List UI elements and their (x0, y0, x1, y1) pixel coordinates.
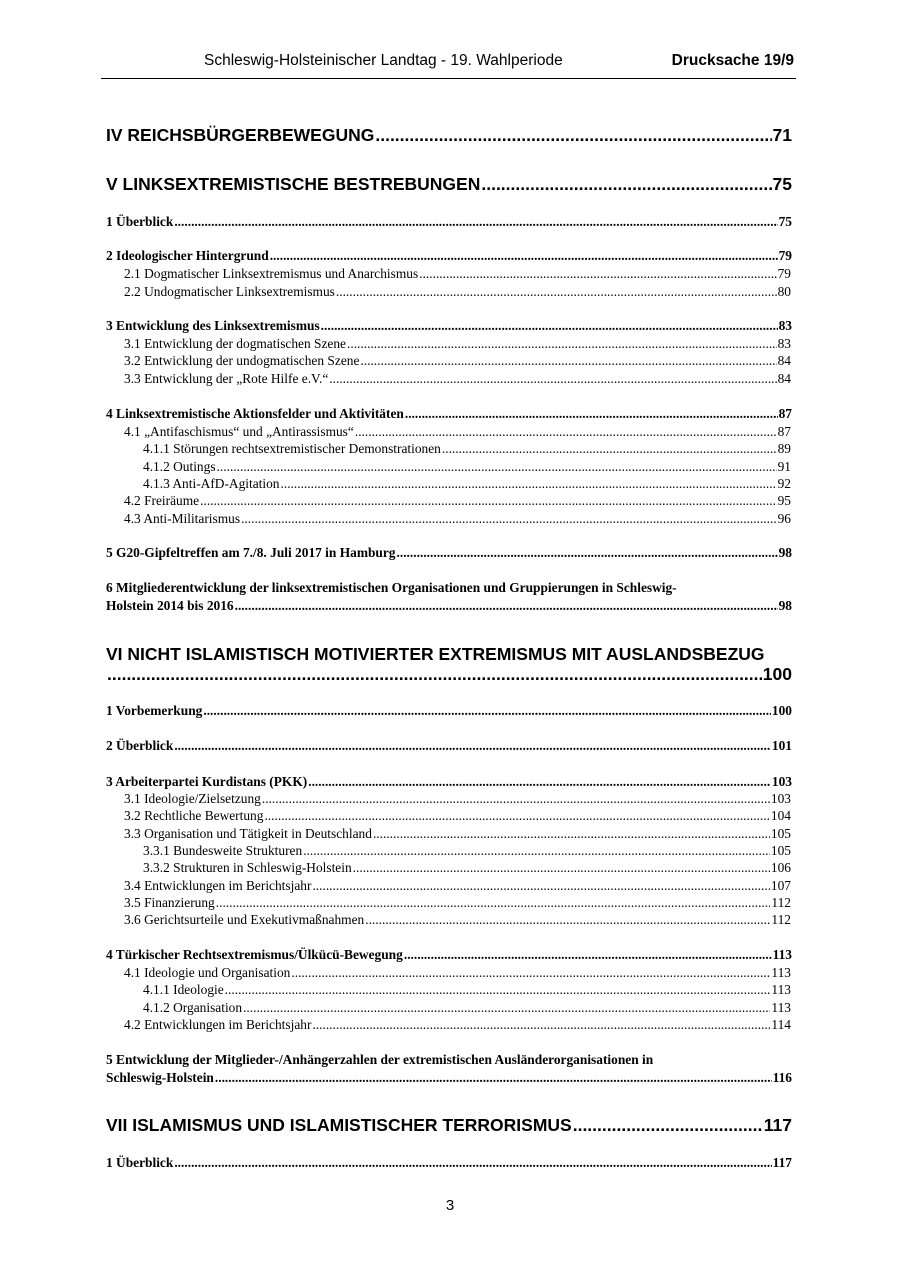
toc-leader-dots (107, 664, 762, 685)
toc-leader-dots (481, 174, 771, 195)
toc-entry-page: 113 (771, 982, 791, 997)
page-header (101, 50, 796, 79)
toc-entry[interactable] (143, 441, 791, 457)
toc-entry-page: 84 (777, 371, 791, 386)
toc-entry-label: 3.3.1 Bundesweite Strukturen (143, 843, 303, 858)
toc-entry[interactable] (143, 476, 791, 492)
toc-leader-dots (174, 214, 777, 230)
toc-entry-label: 4.2 Entwicklungen im Berichtsjahr (124, 1017, 312, 1032)
toc-entry[interactable] (124, 895, 791, 911)
toc-entry-page: 89 (777, 441, 791, 456)
toc-entry-label: 1 Vorbemerkung (106, 703, 203, 718)
toc-leader-dots (573, 1115, 763, 1136)
toc-entry[interactable] (124, 912, 791, 928)
toc-entry-page: 117 (772, 1155, 792, 1170)
toc-entry[interactable] (106, 125, 792, 146)
toc-entry-page: 105 (770, 843, 791, 858)
toc-entry-page: 91 (777, 459, 791, 474)
toc-entry-page: 79 (778, 248, 792, 263)
toc-entry-label: 4.1 Ideologie und Organisation (124, 965, 291, 980)
toc-entry[interactable] (124, 493, 791, 509)
toc-entry-first-line: 6 Mitgliederentwicklung der linksextremistischen Organisationen und Gruppierungen in Schleswig- (106, 580, 677, 595)
toc-entry[interactable] (106, 214, 792, 230)
toc-leader-dots (442, 441, 777, 457)
toc-entry[interactable] (124, 284, 791, 300)
toc-leader-dots (373, 826, 770, 842)
toc-entry[interactable] (124, 424, 791, 440)
toc-leader-dots (203, 703, 771, 719)
toc-leader-dots (281, 476, 777, 492)
toc-entry-label: Schleswig-Holstein (106, 1070, 214, 1085)
toc-entry-page: 113 (772, 947, 792, 962)
toc-entry-page: 79 (777, 266, 791, 281)
toc-entry-label: 3.1 Entwicklung der dogmatischen Szene (124, 336, 347, 351)
toc-entry[interactable] (124, 965, 791, 981)
toc-entry-page: 75 (772, 174, 792, 194)
toc-entry-label: IV REICHSBÜRGERBEWEGUNG (106, 125, 375, 145)
toc-leader-dots (360, 353, 776, 369)
toc-entry-page: 95 (777, 493, 791, 508)
toc-entry-page: 92 (777, 476, 791, 491)
toc-entry-label: 4.1.1 Störungen rechtsextremistischer Demonstrationen (143, 441, 441, 456)
toc-leader-dots (355, 424, 777, 440)
toc-entry[interactable] (106, 174, 792, 195)
toc-entry-page: 105 (770, 826, 791, 841)
toc-entry-page: 75 (778, 214, 792, 229)
toc-entry[interactable] (106, 406, 792, 422)
toc-entry-page: 114 (771, 1017, 791, 1032)
toc-entry[interactable] (106, 1070, 792, 1086)
toc-leader-dots (347, 336, 777, 352)
toc-entry-page: 96 (777, 511, 791, 526)
toc-entry-page: 80 (777, 284, 791, 299)
toc-entry[interactable] (124, 336, 791, 352)
toc-entry-label: 2 Ideologischer Hintergrund (106, 248, 269, 263)
toc-entry-page: 98 (778, 545, 792, 560)
toc-entry-label: 3.1 Ideologie/Zielsetzung (124, 791, 261, 806)
toc-entry-label: 1 Überblick (106, 1155, 174, 1170)
toc-entry[interactable] (124, 266, 791, 282)
toc-leader-dots (329, 371, 776, 387)
toc-entry-label: 4.1 „Antifaschismus“ und „Antirassismus“ (124, 424, 354, 439)
toc-entry-page: 113 (771, 965, 791, 980)
toc-entry-page: 112 (771, 912, 791, 927)
toc-entry-page: 104 (770, 808, 791, 823)
toc-entry-page: 112 (771, 895, 791, 910)
toc-entry-label: 4.3 Anti-Militarismus (124, 511, 241, 526)
toc-entry[interactable] (124, 371, 791, 387)
toc-leader-dots (262, 791, 770, 807)
toc-entry-label: 4.2 Freiräume (124, 493, 200, 508)
toc-entry-page: 117 (763, 1115, 792, 1135)
toc-entry[interactable] (106, 664, 792, 685)
toc-entry-page: 103 (770, 791, 791, 806)
toc-entry[interactable] (106, 1115, 792, 1136)
toc-leader-dots (217, 459, 777, 475)
toc-entry[interactable] (124, 791, 791, 807)
toc-entry-page: 100 (762, 664, 792, 684)
page-number: 3 (445, 1197, 455, 1214)
toc-entry-page: 107 (770, 878, 791, 893)
toc-entry-label: 4.1.1 Ideologie (143, 982, 224, 997)
toc-entry[interactable] (106, 947, 792, 963)
toc-entry-page: 84 (777, 353, 791, 368)
toc-entry[interactable] (106, 774, 792, 790)
toc-entry-label: 2.1 Dogmatischer Linksextremismus und Anarchismus (124, 266, 419, 281)
toc-entry-page: 103 (771, 774, 792, 789)
toc-entry-label: 5 G20-Gipfeltreffen am 7./8. Juli 2017 in Hamburg (106, 545, 396, 560)
toc-entry[interactable] (106, 248, 792, 264)
toc-entry-label: 3.4 Entwicklungen im Berichtsjahr (124, 878, 312, 893)
toc-leader-dots (365, 912, 770, 928)
toc-leader-dots (303, 843, 770, 859)
toc-entry-label: VII ISLAMISMUS UND ISLAMISTISCHER TERRORISMUS (106, 1115, 572, 1135)
toc-entry-label: Holstein 2014 bis 2016 (106, 598, 234, 613)
toc-entry[interactable] (143, 843, 791, 859)
toc-entry-label: 2.2 Undogmatischer Linksextremismus (124, 284, 335, 299)
toc-leader-dots (405, 406, 778, 422)
toc-entry-first-line: VI NICHT ISLAMISTISCH MOTIVIERTER EXTREMISMUS MIT AUSLANDSBEZUG (106, 644, 765, 664)
toc-entry[interactable] (106, 318, 792, 334)
header-title: Schleswig-Holsteinischer Landtag - 19. Wahlperiode (204, 52, 563, 69)
toc-leader-dots (264, 808, 769, 824)
toc-leader-dots (216, 895, 771, 911)
toc-entry-first-line: 5 Entwicklung der Mitglieder-/Anhängerzahlen der extremistischen Ausländerorganisationen in (106, 1052, 654, 1067)
toc-entry[interactable] (106, 703, 792, 719)
toc-entry-label: 3 Entwicklung des Linksextremismus (106, 318, 320, 333)
toc-entry-label: 4.1.2 Outings (143, 459, 216, 474)
toc-leader-dots (308, 774, 771, 790)
toc-entry[interactable] (124, 808, 791, 824)
toc-leader-dots (336, 284, 777, 300)
toc-leader-dots (270, 248, 778, 264)
toc-entry[interactable] (124, 878, 791, 894)
toc-entry-label: 2 Überblick (106, 738, 174, 753)
toc-entry-label: 4 Türkischer Rechtsextremismus/Ülkücü-Bewegung (106, 947, 403, 962)
toc-entry[interactable] (124, 1017, 791, 1033)
toc-entry[interactable] (106, 738, 792, 754)
toc-leader-dots (174, 1155, 771, 1171)
toc-entry-label: 4.1.2 Organisation (143, 1000, 243, 1015)
toc-leader-dots (419, 266, 776, 282)
toc-leader-dots (241, 511, 777, 527)
toc-entry[interactable] (106, 545, 792, 561)
toc-entry-page: 100 (771, 703, 792, 718)
toc-leader-dots (225, 982, 771, 998)
toc-leader-dots (243, 1000, 770, 1016)
toc-entry[interactable] (106, 598, 792, 614)
toc-leader-dots (397, 545, 778, 561)
toc-entry-label: V LINKSEXTREMISTISCHE BESTREBUNGEN (106, 174, 481, 194)
toc-leader-dots (200, 493, 776, 509)
toc-entry-label: 3.5 Finanzierung (124, 895, 215, 910)
toc-entry-label: 1 Überblick (106, 214, 174, 229)
toc-entry-page: 98 (778, 598, 792, 613)
toc-leader-dots (235, 598, 778, 614)
toc-entry-page: 87 (777, 424, 791, 439)
toc-entry[interactable] (124, 353, 791, 369)
toc-leader-dots (321, 318, 778, 334)
toc-leader-dots (174, 738, 771, 754)
toc-entry[interactable] (124, 826, 791, 842)
toc-entry-page: 116 (772, 1070, 792, 1085)
toc-leader-dots (291, 965, 770, 981)
toc-entry-label: 3.2 Rechtliche Bewertung (124, 808, 264, 823)
toc-entry-page: 106 (770, 860, 791, 875)
toc-entry[interactable] (143, 982, 791, 998)
toc-entry-label: 3.3 Entwicklung der „Rote Hilfe e.V.“ (124, 371, 329, 386)
toc-entry-page: 83 (778, 318, 792, 333)
toc-leader-dots (375, 125, 771, 146)
toc-entry-label: 3.3.2 Strukturen in Schleswig-Holstein (143, 860, 352, 875)
toc-entry-label: 3.3 Organisation und Tätigkeit in Deutschland (124, 826, 372, 841)
toc-entry-label: 4.1.3 Anti-AfD-Agitation (143, 476, 280, 491)
header-document-number: Drucksache 19/9 (671, 52, 794, 69)
toc-entry-label: 3 Arbeiterpartei Kurdistans (PKK) (106, 774, 308, 789)
toc-leader-dots (404, 947, 772, 963)
toc-leader-dots (215, 1070, 772, 1086)
toc-entry[interactable] (124, 511, 791, 527)
toc-leader-dots (312, 1017, 770, 1033)
toc-entry[interactable] (143, 459, 791, 475)
toc-entry-page: 71 (772, 125, 792, 145)
toc-entry-label: 3.6 Gerichtsurteile und Exekutivmaßnahmen (124, 912, 365, 927)
toc-entry-page: 113 (771, 1000, 791, 1015)
toc-entry[interactable] (143, 1000, 791, 1016)
toc-leader-dots (353, 860, 770, 876)
toc-entry-label: 4 Linksextremistische Aktionsfelder und Aktivitäten (106, 406, 404, 421)
toc-entry[interactable] (106, 1155, 792, 1171)
toc-entry-page: 87 (778, 406, 792, 421)
toc-entry-label: 3.2 Entwicklung der undogmatischen Szene (124, 353, 360, 368)
toc-leader-dots (312, 878, 769, 894)
toc-entry-page: 83 (777, 336, 791, 351)
toc-entry-page: 101 (771, 738, 792, 753)
toc-entry[interactable] (143, 860, 791, 876)
